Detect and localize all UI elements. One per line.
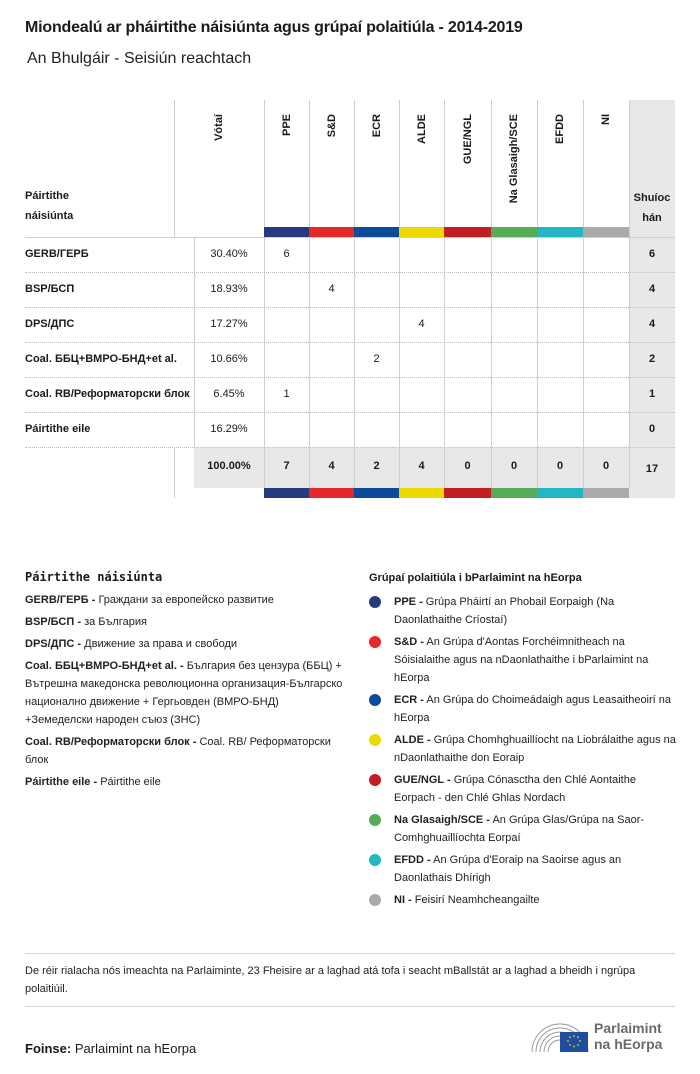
group-color-bar	[354, 488, 399, 498]
grand-total: 17	[645, 463, 659, 475]
party-name: BSP/БСП	[25, 283, 75, 295]
national-parties-legend	[25, 570, 345, 795]
seat-cell: 1	[283, 388, 290, 400]
group-color-bar	[491, 488, 537, 498]
party-description: Движение за права и свободи	[84, 638, 238, 650]
group-description: Grúpa Chomhghuaillíocht na Liobrálaithe agus na nDaonlathaithe don Eoraip	[394, 734, 676, 764]
group-legend-item	[369, 691, 679, 727]
political-groups-legend	[369, 572, 679, 913]
seat-total-cell: 4	[648, 318, 656, 330]
group-header-label: EFDD	[554, 114, 566, 144]
group-color-bar	[444, 488, 491, 498]
party-legend-item	[25, 773, 345, 791]
group-header-label: PPE	[280, 114, 293, 137]
votes-total: 100.00%	[207, 460, 251, 472]
group-code: ALDE -	[394, 734, 431, 746]
group-header	[583, 100, 629, 227]
row-separator	[25, 272, 675, 273]
party-name: GERB/ГЕРБ	[25, 248, 89, 260]
group-color-bar	[399, 227, 444, 237]
group-header-label: NI	[600, 114, 612, 125]
party-description: Páirtithe eile	[100, 776, 161, 788]
group-total: 0	[602, 460, 610, 472]
votes-cell: 30.40%	[210, 248, 248, 260]
group-header-label: GUE/NGL	[461, 114, 474, 165]
page-subtitle: An Bhulgáir - Seisiún reachtach	[27, 50, 252, 67]
seats-header	[629, 188, 675, 228]
column-divider	[174, 447, 175, 498]
group-color-bar	[309, 227, 354, 237]
group-color-bar	[491, 227, 537, 237]
seats-header-line: Shuíoc	[633, 192, 671, 204]
divider	[25, 1006, 675, 1007]
group-total: 7	[283, 460, 290, 472]
party-legend-item	[25, 733, 345, 769]
seat-cell: 2	[373, 353, 380, 365]
group-code: NI -	[394, 894, 412, 906]
color-dot-icon	[369, 596, 381, 608]
party-legend-item	[25, 613, 345, 631]
votes-cell: 17.27%	[210, 318, 248, 330]
party-name: Páirtithe eile	[25, 423, 91, 435]
color-dot-icon	[369, 814, 381, 826]
row-header	[25, 186, 73, 226]
group-description: Grúpa Cónasctha den Chlé Aontaithe Eorpach - den Chlé Ghlas Nordach	[394, 774, 636, 804]
footnote: De réir rialacha nós imeachta na Parlaiminte, 23 Fheisire ar a laghad atá tofa i seacht mBallstát ar a laghad a bheidh i ngrúpa polaitiúil.	[25, 965, 636, 995]
group-color-bar	[399, 488, 444, 498]
votes-cell: 6.45%	[213, 388, 245, 400]
group-legend-item	[369, 811, 679, 847]
group-header	[491, 100, 537, 227]
row-separator	[25, 307, 675, 308]
group-description: An Grúpa Glas/Grúpa na Saor-Comhghuaillíochta Eorpaí	[394, 814, 645, 844]
group-header-label: ALDE	[415, 114, 428, 144]
page-title: Miondealú ar pháirtithe náisiúnta agus grúpaí polaitiúla - 2014-2019	[25, 19, 523, 36]
group-color-bar	[537, 488, 583, 498]
row-separator	[25, 377, 675, 378]
group-total: 0	[556, 460, 564, 472]
party-description: България без цензура (ББЦ) + Вътрешна македонска революционна организация-Българско национално движение + Гергьовден (ВМРО-БНД) +Земеделски народен съюз (ЗНС)	[25, 660, 343, 726]
seat-total-cell: 1	[648, 388, 656, 400]
group-description: An Grúpa do Choimeádaigh agus Leasaitheoirí na hEorpa	[394, 694, 672, 724]
group-legend-item	[369, 891, 679, 909]
ep-logo	[530, 1018, 662, 1054]
group-description: An Grúpa d'Aontas Forchéimnitheach na Sóisialaithe agus na nDaonlathaithe i bParlaimint na hEorpa	[394, 636, 649, 684]
group-code: Na Glasaigh/SCE -	[394, 814, 490, 826]
group-color-bar	[444, 227, 491, 237]
divider	[25, 953, 675, 954]
group-total: 0	[464, 460, 471, 472]
header-underline	[25, 237, 675, 238]
party-code: Páirtithe eile -	[25, 776, 98, 788]
party-name: DPS/ДПС	[25, 318, 75, 330]
hemicycle-flag-icon	[530, 1018, 590, 1054]
column-divider	[174, 100, 175, 237]
seats-header-line: hán	[642, 212, 662, 224]
row-separator	[25, 412, 675, 413]
legend-title: Grúpaí polaitiúla i bParlaimint na hEorpa	[369, 572, 582, 584]
source-label: Foinse:	[25, 1041, 72, 1056]
group-header	[444, 100, 491, 227]
party-description: Граждани за европейско развитие	[98, 594, 274, 606]
group-code: PPE -	[394, 596, 423, 608]
group-color-bar	[264, 227, 309, 237]
seat-distribution-table	[0, 0, 700, 500]
votes-cell: 18.93%	[210, 283, 248, 295]
group-color-bar	[583, 227, 629, 237]
row-separator	[25, 447, 675, 448]
group-legend-item	[369, 593, 679, 629]
party-legend-item	[25, 591, 345, 609]
row-header-line: náisiúnta	[25, 210, 74, 222]
group-description: Grúpa Pháirtí an Phobail Eorpaigh (Na Daonlathaithe Críostaí)	[394, 596, 615, 626]
party-code: GERB/ГЕРБ -	[25, 594, 96, 606]
group-color-bar	[537, 227, 583, 237]
group-header	[309, 100, 354, 227]
seat-total-cell: 0	[648, 423, 656, 435]
seat-total-cell: 6	[648, 248, 656, 260]
group-legend-item	[369, 851, 679, 887]
group-color-bar	[583, 488, 629, 498]
seat-total-cell: 2	[648, 353, 656, 365]
legend-title: Páirtithe náisiúnta	[25, 570, 163, 584]
group-legend-item	[369, 771, 679, 807]
group-legend-item	[369, 633, 679, 687]
group-total: 0	[510, 460, 518, 472]
votes-cell: 16.29%	[210, 423, 248, 435]
group-header-label: ECR	[370, 114, 383, 138]
votes-cell: 10.66%	[210, 353, 248, 365]
group-code: ECR -	[394, 694, 424, 706]
party-legend-item	[25, 635, 345, 653]
votes-header-label: Vótaí	[213, 114, 225, 141]
seat-cell: 6	[283, 248, 290, 260]
color-dot-icon	[369, 636, 381, 648]
party-code: Coal. RB/Реформаторски блок -	[25, 736, 197, 748]
group-code: EFDD -	[394, 854, 431, 866]
row-separator	[25, 342, 675, 343]
party-code: DPS/ДПС -	[25, 638, 82, 650]
group-total: 4	[418, 460, 425, 472]
row-header-line: Páirtithe	[25, 190, 70, 202]
seat-total-cell: 4	[648, 283, 656, 295]
group-color-bar	[264, 488, 309, 498]
group-header-label: S&D	[325, 114, 338, 138]
color-dot-icon	[369, 774, 381, 786]
group-color-bar	[309, 488, 354, 498]
party-code: BSP/БСП -	[25, 616, 82, 628]
group-code: S&D -	[394, 636, 424, 648]
group-header	[264, 100, 309, 227]
party-name: Coal. ББЦ+ВМРО-БНД+et al.	[25, 353, 177, 365]
group-total: 4	[328, 460, 335, 472]
logo-line: Parlaimint	[594, 1020, 662, 1036]
color-dot-icon	[369, 854, 381, 866]
party-name: Coal. RB/Реформаторски блок	[25, 388, 190, 400]
seats-column-bg	[629, 100, 675, 498]
seat-cell: 4	[328, 283, 335, 295]
seat-cell: 4	[418, 318, 425, 330]
color-dot-icon	[369, 734, 381, 746]
group-color-bar	[354, 227, 399, 237]
group-legend-item	[369, 731, 679, 767]
group-header	[354, 100, 399, 227]
group-total: 2	[373, 460, 380, 472]
color-dot-icon	[369, 894, 381, 906]
party-description: Coal. RB/ Реформаторски блок	[25, 736, 331, 766]
group-header	[399, 100, 444, 227]
party-description: за България	[84, 616, 147, 628]
group-header-label: Na Glasaigh/SCE	[508, 114, 520, 204]
source-line	[25, 1041, 196, 1056]
group-code: GUE/NGL -	[394, 774, 451, 786]
logo-text	[594, 1020, 662, 1052]
votes-header	[174, 100, 264, 227]
group-description: An Grúpa d'Eoraip na Saoirse agus an Daonlathais Dhírigh	[394, 854, 622, 884]
logo-line: na hEorpa	[594, 1036, 663, 1052]
color-dot-icon	[369, 694, 381, 706]
group-description: Feisirí Neamhcheangailte	[414, 894, 540, 906]
source-value: Parlaimint na hEorpa	[71, 1041, 197, 1056]
group-header	[537, 100, 583, 227]
party-code: Coal. ББЦ+ВМРО-БНД+et al. -	[25, 660, 184, 672]
party-legend-item	[25, 657, 345, 729]
